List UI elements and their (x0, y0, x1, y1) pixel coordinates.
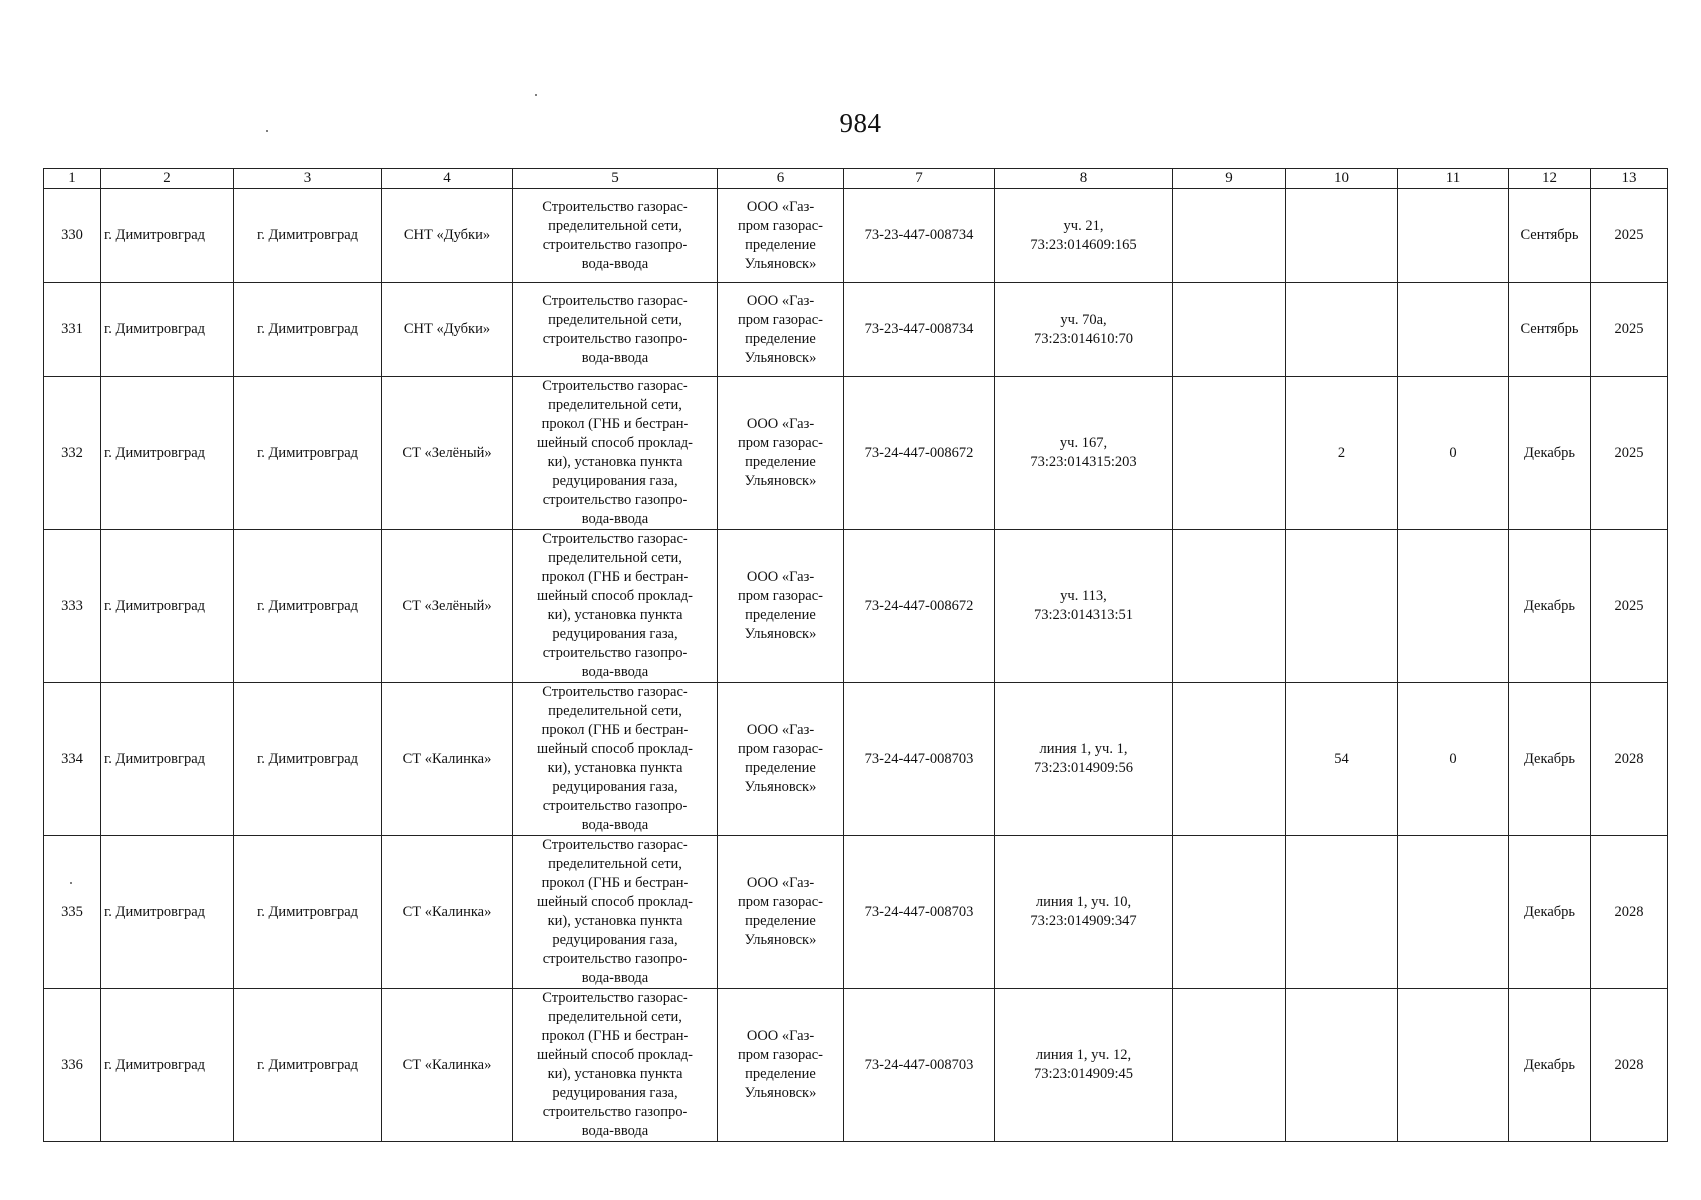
work-description-line: прокол (ГНБ и бестран- (541, 1028, 689, 1044)
work-description-line: пределительной сети, (548, 311, 682, 328)
work-description-line: пределительной сети, (548, 703, 682, 719)
locality-cell: г. Димитровград (234, 283, 382, 377)
organization-line: пределение (745, 607, 816, 623)
work-description-line: редуцирования газа, (552, 779, 678, 795)
organization-line: Ульяновск» (744, 473, 817, 489)
month-cell: Сентябрь (1509, 283, 1591, 377)
column-11-cell (1398, 283, 1509, 377)
organization-line: пределение (745, 1066, 816, 1082)
column-10-cell (1286, 283, 1398, 377)
program-code-cell: 73-24-447-008672 (844, 530, 995, 683)
plot-cadastral-line: уч. 70а, (1060, 311, 1107, 328)
work-description-cell (513, 283, 718, 377)
settlement-cell: СНТ «Дубки» (382, 283, 513, 377)
scan-speck (535, 94, 537, 96)
work-description-line: редуцирования газа, (552, 626, 678, 642)
settlement-cell: СТ «Зелёный» (382, 377, 513, 530)
work-description-line: пределительной сети, (548, 550, 682, 566)
organization-line: ООО «Газ- (746, 198, 815, 215)
work-description-line: ки), установка пункта (547, 607, 683, 623)
organization-cell (718, 530, 844, 683)
year-cell: 2025 (1591, 377, 1668, 530)
work-description-line: ки), установка пункта (547, 1066, 683, 1082)
work-description-cell (513, 189, 718, 283)
column-9-cell (1173, 836, 1286, 989)
table-row (44, 683, 1668, 836)
work-description-line: редуцирования газа, (552, 473, 678, 489)
column-11-cell (1398, 836, 1509, 989)
work-description-line: строительство газопро- (542, 236, 688, 253)
work-description-line: редуцирования газа, (552, 1085, 678, 1101)
district-cell: г. Димитровград (101, 377, 234, 530)
plot-cadastral-cell (995, 283, 1173, 377)
organization-line: ООО «Газ- (746, 292, 815, 309)
organization-line: пределение (745, 454, 816, 470)
plot-cadastral-line: 73:23:014313:51 (1033, 607, 1134, 623)
program-code-cell: 73-24-447-008703 (844, 683, 995, 836)
work-description-line: шейный способ проклад- (537, 435, 693, 451)
plot-cadastral-line: 73:23:014315:203 (1030, 454, 1137, 470)
year-cell: 2028 (1591, 683, 1668, 836)
organization-cell (718, 283, 844, 377)
work-description-line: вода-ввода (581, 817, 649, 833)
column-10-cell (1286, 989, 1398, 1142)
column-11-cell: 0 (1398, 377, 1509, 530)
plot-cadastral-cell (995, 189, 1173, 283)
column-header-9: 9 (1173, 169, 1286, 189)
year-cell: 2028 (1591, 836, 1668, 989)
work-description-line: вода-ввода (581, 255, 649, 272)
work-description-cell (513, 377, 718, 530)
column-9-cell (1173, 189, 1286, 283)
organization-line: пром газорас- (737, 435, 823, 451)
plot-cadastral-line: линия 1, уч. 12, (1035, 1047, 1132, 1063)
district-cell: г. Димитровград (101, 283, 234, 377)
work-description-line: Строительство газорас- (542, 198, 688, 215)
district-cell: г. Димитровград (101, 989, 234, 1142)
organization-line: Ульяновск» (744, 932, 817, 948)
column-header-1: 1 (44, 169, 101, 189)
work-description-cell (513, 989, 718, 1142)
plot-cadastral-line: 73:23:014909:45 (1033, 1066, 1134, 1082)
year-cell: 2025 (1591, 530, 1668, 683)
work-description-line: вода-ввода (581, 1123, 649, 1139)
row-number-cell: 332 (44, 377, 101, 530)
data-table (43, 168, 1668, 1142)
plot-cadastral-line: линия 1, уч. 10, (1035, 894, 1132, 910)
month-cell: Декабрь (1509, 836, 1591, 989)
plot-cadastral-line: 73:23:014909:56 (1033, 760, 1134, 776)
column-11-cell (1398, 530, 1509, 683)
plot-cadastral-cell (995, 530, 1173, 683)
organization-line: ООО «Газ- (746, 722, 815, 738)
plot-cadastral-line: 73:23:014909:347 (1030, 913, 1137, 929)
column-10-cell (1286, 189, 1398, 283)
month-cell: Декабрь (1509, 683, 1591, 836)
work-description-line: Строительство газорас- (542, 990, 688, 1006)
column-header-2: 2 (101, 169, 234, 189)
table-row (44, 283, 1668, 377)
organization-cell (718, 377, 844, 530)
work-description-line: шейный способ проклад- (537, 588, 693, 604)
organization-line: Ульяновск» (744, 349, 817, 366)
locality-cell: г. Димитровград (234, 989, 382, 1142)
column-header-3: 3 (234, 169, 382, 189)
district-cell: г. Димитровград (101, 189, 234, 283)
work-description-line: ки), установка пункта (547, 913, 683, 929)
work-description-cell (513, 836, 718, 989)
work-description-line: пределительной сети, (548, 1009, 682, 1025)
locality-cell: г. Димитровград (234, 836, 382, 989)
work-description-line: редуцирования газа, (552, 932, 678, 948)
plot-cadastral-cell (995, 683, 1173, 836)
organization-line: пром газорас- (737, 894, 823, 910)
plot-cadastral-cell (995, 377, 1173, 530)
organization-line: Ульяновск» (744, 255, 817, 272)
column-9-cell (1173, 283, 1286, 377)
plot-cadastral-line: линия 1, уч. 1, (1039, 741, 1128, 757)
organization-line: Ульяновск» (744, 626, 817, 642)
month-cell: Декабрь (1509, 989, 1591, 1142)
organization-cell (718, 189, 844, 283)
column-header-10: 10 (1286, 169, 1398, 189)
table-row (44, 530, 1668, 683)
work-description-line: пределительной сети, (548, 856, 682, 872)
table-row (44, 189, 1668, 283)
work-description-line: вода-ввода (581, 970, 649, 986)
work-description-line: пределительной сети, (548, 397, 682, 413)
work-description-line: шейный способ проклад- (537, 894, 693, 910)
month-cell: Декабрь (1509, 377, 1591, 530)
column-11-cell: 0 (1398, 683, 1509, 836)
settlement-cell: СТ «Калинка» (382, 836, 513, 989)
settlement-cell: СНТ «Дубки» (382, 189, 513, 283)
district-cell: г. Димитровград (101, 530, 234, 683)
plot-cadastral-line: 73:23:014610:70 (1033, 330, 1134, 347)
scan-speck (266, 130, 268, 132)
column-10-cell (1286, 836, 1398, 989)
work-description-line: вода-ввода (581, 511, 649, 527)
work-description-line: Строительство газорас- (542, 684, 688, 700)
program-code-cell: 73-24-447-008703 (844, 836, 995, 989)
organization-line: пределение (745, 330, 816, 347)
organization-line: пределение (745, 760, 816, 776)
column-9-cell (1173, 530, 1286, 683)
work-description-line: строительство газопро- (542, 1104, 688, 1120)
work-description-line: Строительство газорас- (542, 292, 688, 309)
column-header-6: 6 (718, 169, 844, 189)
work-description-line: строительство газопро- (542, 645, 688, 661)
column-10-cell: 2 (1286, 377, 1398, 530)
column-10-cell: 54 (1286, 683, 1398, 836)
plot-cadastral-line: уч. 167, (1059, 435, 1108, 451)
settlement-cell: СТ «Калинка» (382, 683, 513, 836)
year-cell: 2028 (1591, 989, 1668, 1142)
column-9-cell (1173, 683, 1286, 836)
column-header-12: 12 (1509, 169, 1591, 189)
column-11-cell (1398, 989, 1509, 1142)
plot-cadastral-cell (995, 989, 1173, 1142)
program-code-cell: 73-23-447-008734 (844, 189, 995, 283)
district-cell: г. Димитровград (101, 683, 234, 836)
work-description-line: Строительство газорас- (542, 378, 688, 394)
column-header-13: 13 (1591, 169, 1668, 189)
row-number-cell: 336 (44, 989, 101, 1142)
organization-line: пределение (745, 236, 816, 253)
page-number: 984 (839, 108, 882, 138)
work-description-line: шейный способ проклад- (537, 741, 693, 757)
locality-cell: г. Димитровград (234, 530, 382, 683)
organization-cell (718, 836, 844, 989)
organization-line: пром газорас- (737, 311, 823, 328)
table-row (44, 989, 1668, 1142)
work-description-line: строительство газопро- (542, 951, 688, 967)
work-description-line: вода-ввода (581, 349, 649, 366)
district-cell: г. Димитровград (101, 836, 234, 989)
table-body (44, 169, 1668, 1142)
program-code-cell: 73-23-447-008734 (844, 283, 995, 377)
organization-line: пром газорас- (737, 588, 823, 604)
organization-line: ООО «Газ- (746, 416, 815, 432)
header-row (44, 169, 1668, 189)
column-header-11: 11 (1398, 169, 1509, 189)
work-description-cell (513, 683, 718, 836)
month-cell: Декабрь (1509, 530, 1591, 683)
program-code-cell: 73-24-447-008703 (844, 989, 995, 1142)
plot-cadastral-line: уч. 21, (1063, 217, 1104, 234)
locality-cell: г. Димитровград (234, 683, 382, 836)
work-description-line: шейный способ проклад- (537, 1047, 693, 1063)
month-cell: Сентябрь (1509, 189, 1591, 283)
organization-line: ООО «Газ- (746, 1028, 815, 1044)
organization-line: ООО «Газ- (746, 569, 815, 585)
column-header-5: 5 (513, 169, 718, 189)
plot-cadastral-line: уч. 113, (1060, 588, 1107, 604)
organization-line: ООО «Газ- (746, 875, 815, 891)
organization-line: Ульяновск» (744, 1085, 817, 1101)
row-number-cell: 331 (44, 283, 101, 377)
work-description-line: Строительство газорас- (542, 837, 688, 853)
work-description-line: пределительной сети, (548, 217, 682, 234)
organization-line: пром газорас- (737, 741, 823, 757)
organization-line: пром газорас- (737, 217, 823, 234)
work-description-line: прокол (ГНБ и бестран- (541, 416, 689, 432)
organization-line: Ульяновск» (744, 779, 817, 795)
column-header-4: 4 (382, 169, 513, 189)
locality-cell: г. Димитровград (234, 189, 382, 283)
column-11-cell (1398, 189, 1509, 283)
organization-cell (718, 683, 844, 836)
work-description-line: ки), установка пункта (547, 454, 683, 470)
work-description-cell (513, 530, 718, 683)
column-header-7: 7 (844, 169, 995, 189)
work-description-line: прокол (ГНБ и бестран- (541, 875, 689, 891)
table-row (44, 377, 1668, 530)
program-code-cell: 73-24-447-008672 (844, 377, 995, 530)
work-description-line: строительство газопро- (542, 798, 688, 814)
row-number-cell: 333 (44, 530, 101, 683)
table-row (44, 836, 1668, 989)
work-description-line: Строительство газорас- (542, 531, 688, 547)
column-10-cell (1286, 530, 1398, 683)
organization-cell (718, 989, 844, 1142)
work-description-line: строительство газопро- (542, 330, 688, 347)
column-header-8: 8 (995, 169, 1173, 189)
work-description-line: строительство газопро- (542, 492, 688, 508)
plot-cadastral-cell (995, 836, 1173, 989)
year-cell: 2025 (1591, 283, 1668, 377)
column-9-cell (1173, 989, 1286, 1142)
organization-line: пром газорас- (737, 1047, 823, 1063)
work-description-line: прокол (ГНБ и бестран- (541, 722, 689, 738)
row-number-cell: 335 (44, 836, 101, 989)
settlement-cell: СТ «Зелёный» (382, 530, 513, 683)
plot-cadastral-line: 73:23:014609:165 (1030, 236, 1137, 253)
work-description-line: ки), установка пункта (547, 760, 683, 776)
row-number-cell: 334 (44, 683, 101, 836)
row-number-cell: 330 (44, 189, 101, 283)
work-description-line: прокол (ГНБ и бестран- (541, 569, 689, 585)
work-description-line: вода-ввода (581, 664, 649, 680)
settlement-cell: СТ «Калинка» (382, 989, 513, 1142)
organization-line: пределение (745, 913, 816, 929)
year-cell: 2025 (1591, 189, 1668, 283)
column-9-cell (1173, 377, 1286, 530)
locality-cell: г. Димитровград (234, 377, 382, 530)
